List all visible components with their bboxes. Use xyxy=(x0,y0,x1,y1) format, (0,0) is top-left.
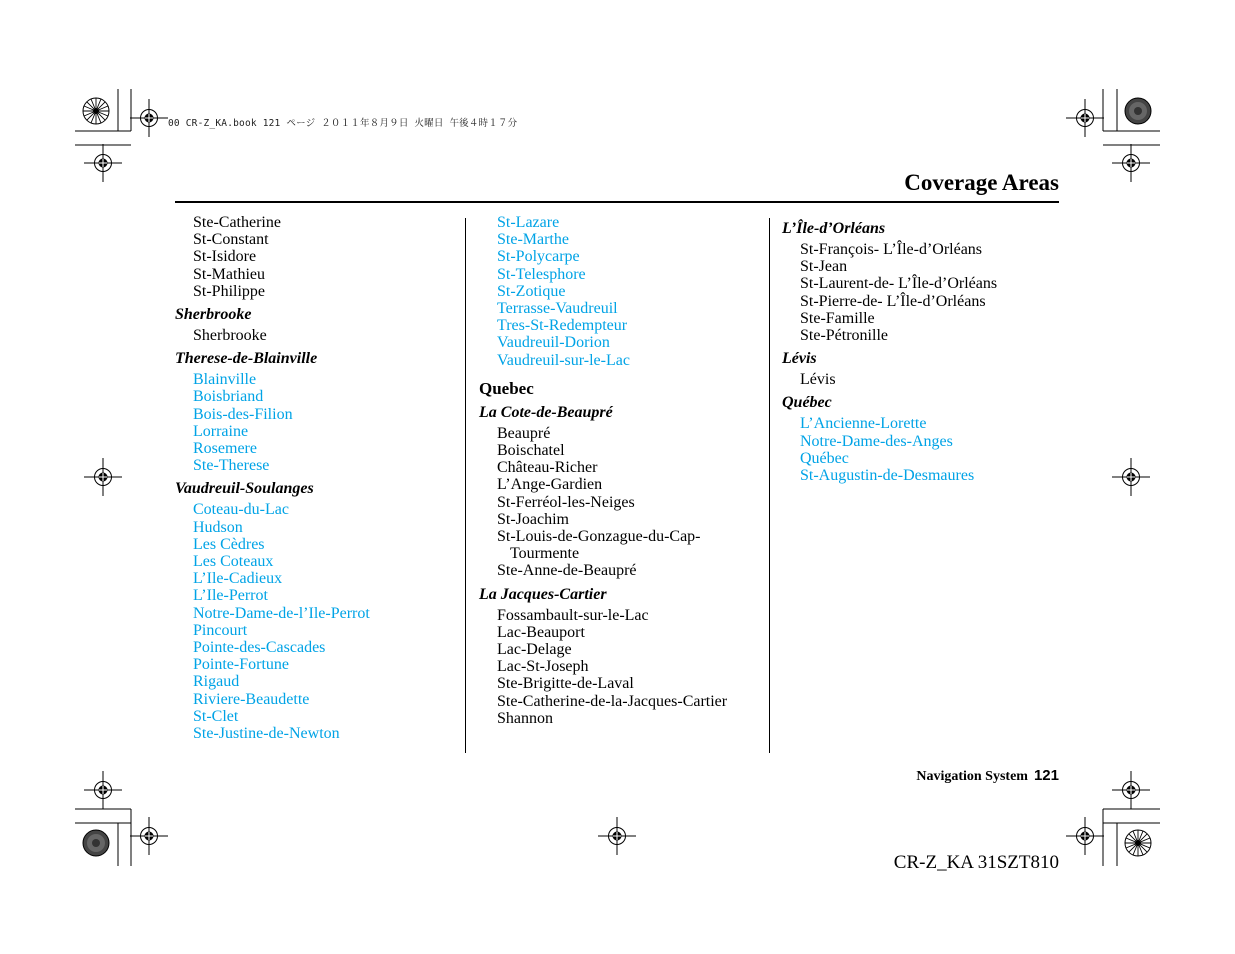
coverage-entry[interactable]: Notre-Dame-de-l’Ile-Perrot xyxy=(193,604,370,622)
coverage-entry: St-Laurent-de- L’Île-d’Orléans xyxy=(800,275,998,293)
coverage-entry: Ste-Catherine xyxy=(193,214,281,231)
coverage-entry[interactable]: Bois-des-Filion xyxy=(193,405,293,423)
section-title-quebec: Quebec xyxy=(479,378,534,398)
coverage-entry: Lac-Delage xyxy=(497,641,572,659)
coverage-entry[interactable]: Ste-Marthe xyxy=(497,231,569,249)
coverage-entry: Fossambault-sur-le-Lac xyxy=(497,606,649,624)
entry-list xyxy=(479,607,764,727)
coverage-entry[interactable]: L’Ancienne-Lorette xyxy=(800,415,927,433)
coverage-entry[interactable]: Rosemere xyxy=(193,440,257,458)
coverage-entry[interactable]: Hudson xyxy=(193,518,243,536)
coverage-entry: St-Jean xyxy=(800,258,848,276)
coverage-entry[interactable]: Tres-St-Redempteur xyxy=(497,317,628,335)
coverage-entry: Château-Richer xyxy=(497,459,598,477)
coverage-entry[interactable]: Les Cèdres xyxy=(193,535,265,553)
coverage-entry[interactable]: St-Augustin-de-Desmaures xyxy=(800,467,975,485)
coverage-entry[interactable]: St-Lazare xyxy=(497,214,560,231)
group-title-quebec: Québec xyxy=(782,394,832,412)
coverage-entry: St-Joachim xyxy=(497,510,569,528)
group-title-la-cote-de-beaupre: La Cote-de-Beaupré xyxy=(479,403,613,421)
coverage-entry: Ste-Pétronille xyxy=(800,327,888,345)
coverage-entry: Ste-Anne-de-Beaupré xyxy=(497,562,637,580)
coverage-entry: St-Isidore xyxy=(193,248,257,266)
coverage-entry: Sherbrooke xyxy=(193,327,267,345)
entry-list xyxy=(782,371,1062,388)
entry-list xyxy=(175,214,460,300)
coverage-entry[interactable]: Pointe-des-Cascades xyxy=(193,639,326,657)
column-1 xyxy=(175,214,460,742)
coverage-entry: Lac-St-Joseph xyxy=(497,658,589,676)
coverage-entry: L’Ange-Gardien xyxy=(497,476,603,494)
column-3 xyxy=(782,214,1062,484)
column-divider xyxy=(769,218,770,753)
group-title-levis: Lévis xyxy=(782,350,817,368)
coverage-entry: Lévis xyxy=(800,371,836,389)
coverage-entry: Lac-Beauport xyxy=(497,623,585,641)
column-2 xyxy=(479,214,764,727)
page-title: Coverage Areas xyxy=(904,170,1059,195)
entry-list xyxy=(175,501,460,742)
group-title-therese-de-blainville: Therese-de-Blainville xyxy=(175,350,318,368)
coverage-entry[interactable]: Les Coteaux xyxy=(193,553,274,571)
coverage-entry[interactable]: Notre-Dame-des-Anges xyxy=(800,432,953,450)
coverage-entry: Boischatel xyxy=(497,442,565,460)
coverage-entry[interactable]: Terrasse-Vaudreuil xyxy=(497,300,618,318)
coverage-entry[interactable]: Québec xyxy=(800,449,849,467)
coverage-entry[interactable]: Blainville xyxy=(193,371,257,389)
coverage-entry[interactable]: Pointe-Fortune xyxy=(193,656,289,674)
title-rule xyxy=(175,201,1059,203)
group-title-sherbrooke: Sherbrooke xyxy=(175,306,252,324)
coverage-entry: Shannon xyxy=(497,709,553,727)
coverage-entry[interactable]: St-Zotique xyxy=(497,282,566,300)
coverage-entry[interactable]: Ste-Justine-de-Newton xyxy=(193,725,340,743)
coverage-entry[interactable]: Coteau-du-Lac xyxy=(193,501,289,519)
coverage-entry[interactable]: Lorraine xyxy=(193,422,249,440)
column-divider xyxy=(465,218,466,753)
coverage-entry[interactable]: Pincourt xyxy=(193,621,248,639)
coverage-entry: St-Mathieu xyxy=(193,265,265,283)
coverage-entry[interactable]: Vaudreuil-sur-le-Lac xyxy=(497,351,630,369)
coverage-entry: St-Pierre-de- L’Île-d’Orléans xyxy=(800,292,986,310)
entry-list xyxy=(782,241,1062,344)
footer-label: Navigation System xyxy=(916,769,1028,784)
coverage-entry[interactable]: St-Telesphore xyxy=(497,265,586,283)
entry-list xyxy=(175,327,460,344)
entry-list xyxy=(479,214,764,369)
coverage-entry: St-Philippe xyxy=(193,282,266,300)
group-title-l-ile-d-orleans: L’Île-d’Orléans xyxy=(782,220,886,237)
document-code: CR-Z_KA 31SZT810 xyxy=(893,852,1059,873)
coverage-entry: Beaupré xyxy=(497,424,551,442)
print-header: 00 CR-Z_KA.book 121 ページ ２０１１年８月９日 火曜日 午後４時１７分 xyxy=(168,118,518,129)
coverage-entry[interactable]: L’Ile-Cadieux xyxy=(193,570,283,588)
page-number: 121 xyxy=(1033,767,1059,784)
coverage-entry[interactable]: St-Clet xyxy=(193,707,239,725)
coverage-entry: St-Louis-de-Gonzague-du-Cap-Tourmente xyxy=(497,528,701,563)
coverage-entry: St-Ferréol-les-Neiges xyxy=(497,493,635,511)
coverage-entry[interactable]: Riviere-Beaudette xyxy=(193,690,310,708)
entry-list xyxy=(479,425,764,580)
coverage-entry[interactable]: Boisbriand xyxy=(193,388,264,406)
coverage-entry: Ste-Catherine-de-la-Jacques-Cartier xyxy=(497,692,728,710)
coverage-entry[interactable]: Ste-Therese xyxy=(193,457,270,475)
coverage-entry: St-Constant xyxy=(193,231,269,249)
coverage-entry[interactable]: Rigaud xyxy=(193,673,240,691)
coverage-entry: Ste-Famille xyxy=(800,309,875,327)
coverage-entry[interactable]: Vaudreuil-Dorion xyxy=(497,334,610,352)
group-title-vaudreuil-soulanges: Vaudreuil-Soulanges xyxy=(175,480,314,498)
coverage-entry[interactable]: L’Ile-Perrot xyxy=(193,587,268,605)
entry-list xyxy=(175,371,460,474)
coverage-entry[interactable]: St-Polycarpe xyxy=(497,248,580,266)
coverage-entry: St-François- L’Île-d’Orléans xyxy=(800,241,983,258)
page-footer xyxy=(916,767,1059,785)
coverage-entry: Ste-Brigitte-de-Laval xyxy=(497,675,634,693)
group-title-la-jacques-cartier: La Jacques-Cartier xyxy=(479,585,607,603)
entry-list xyxy=(782,415,1062,484)
